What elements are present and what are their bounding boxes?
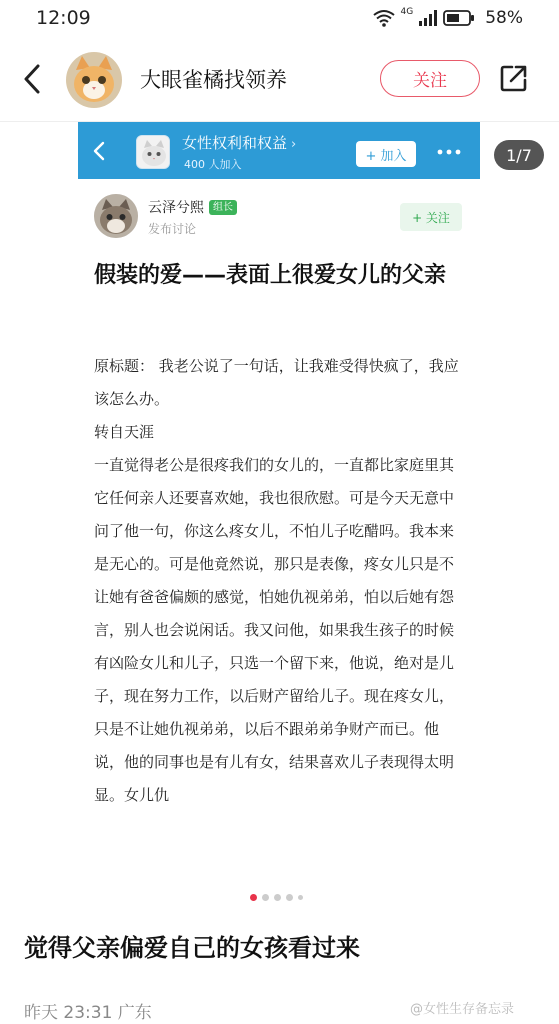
carousel-dot bbox=[298, 895, 303, 900]
cat-author-icon bbox=[94, 194, 138, 238]
page-title: 大眼雀橘找领养 bbox=[140, 68, 287, 92]
post-caption: 觉得父亲偏爱自己的女孩看过来 bbox=[24, 934, 360, 962]
carousel-dot bbox=[250, 894, 257, 901]
carousel-indicator bbox=[250, 894, 303, 901]
status-bar bbox=[0, 0, 559, 38]
carousel-dot bbox=[274, 894, 281, 901]
group-name bbox=[182, 132, 296, 153]
chevron-left-icon bbox=[92, 141, 106, 161]
chevron-left-icon bbox=[18, 62, 48, 96]
join-group-button: + 加入 bbox=[356, 141, 416, 167]
battery-percent: 58% bbox=[485, 8, 523, 28]
role-badge: 组长 bbox=[209, 200, 237, 215]
group-name-text: 女性权利和权益 bbox=[182, 134, 288, 152]
network-type: 4G bbox=[400, 7, 414, 17]
share-button[interactable] bbox=[498, 62, 530, 94]
post-meta: 昨天 23:31 广东 bbox=[24, 1003, 152, 1023]
wifi-icon bbox=[373, 9, 395, 27]
more-options-icon bbox=[436, 144, 462, 158]
status-icons bbox=[373, 8, 524, 28]
image-counter: 1/7 bbox=[494, 140, 544, 170]
share-icon bbox=[498, 62, 530, 94]
group-thumbnail bbox=[136, 135, 170, 169]
app-header bbox=[0, 40, 559, 122]
post-body bbox=[94, 350, 464, 812]
post-paragraph: 一直觉得老公是很疼我们的女儿的，一直都比家庭里其它任何亲人还要喜欢她，我也很欣慰。可是今天无意中问了他一句，你这么疼女儿，不怕儿子吃醋吗。我本来是无心的。可是他竟然说，那只是表像，疼女儿只是不让她有爸爸偏颇的感觉，怕她仇视弟弟，怕以后她有怨言，别人也会说闲话。我又问他，如果我生孩子的时候有凶险女儿和儿子，只选一个留下来，他说，绝对是儿子，现在努力工作，以后财产留给儿子。现在疼女儿，只是不让她仇视弟弟，以后不跟弟弟争财产而已。他说，他的同事也是有儿有女，结果喜欢儿子表现得太明显。女儿仇 bbox=[94, 456, 455, 804]
carousel-dot bbox=[262, 894, 269, 901]
carousel-dot bbox=[286, 894, 293, 901]
watermark: @女性生存备忘录 bbox=[410, 1002, 515, 1017]
battery-icon bbox=[443, 10, 475, 26]
author-subtitle: 发布讨论 bbox=[148, 222, 197, 236]
author-name bbox=[148, 197, 237, 217]
post-title: 假装的爱——表面上很爱女儿的父亲 bbox=[94, 263, 447, 288]
author-name-text: 云泽兮熙 bbox=[148, 200, 204, 216]
signal-icon bbox=[419, 10, 437, 26]
avatar[interactable] bbox=[66, 52, 122, 108]
post-paragraph: 转自天涯 bbox=[94, 423, 155, 441]
post-image[interactable] bbox=[78, 122, 480, 866]
status-time: 12:09 bbox=[36, 7, 91, 29]
inner-back-button bbox=[92, 141, 106, 161]
follow-button[interactable]: 关注 bbox=[380, 60, 480, 97]
back-button[interactable] bbox=[18, 62, 48, 96]
chevron-right-icon: › bbox=[291, 137, 297, 152]
cat-avatar-icon bbox=[66, 52, 122, 108]
ellipsis-icon bbox=[436, 145, 462, 159]
group-member-count: 400 人加入 bbox=[184, 158, 242, 171]
group-header-bar bbox=[78, 122, 480, 179]
author-avatar bbox=[94, 194, 138, 238]
post-paragraph: 原标题： 我老公说了一句话，让我难受得快疯了，我应该怎么办。 bbox=[94, 357, 459, 408]
cat-thumbnail-icon bbox=[137, 136, 170, 169]
inner-follow-button: + 关注 bbox=[400, 203, 462, 231]
